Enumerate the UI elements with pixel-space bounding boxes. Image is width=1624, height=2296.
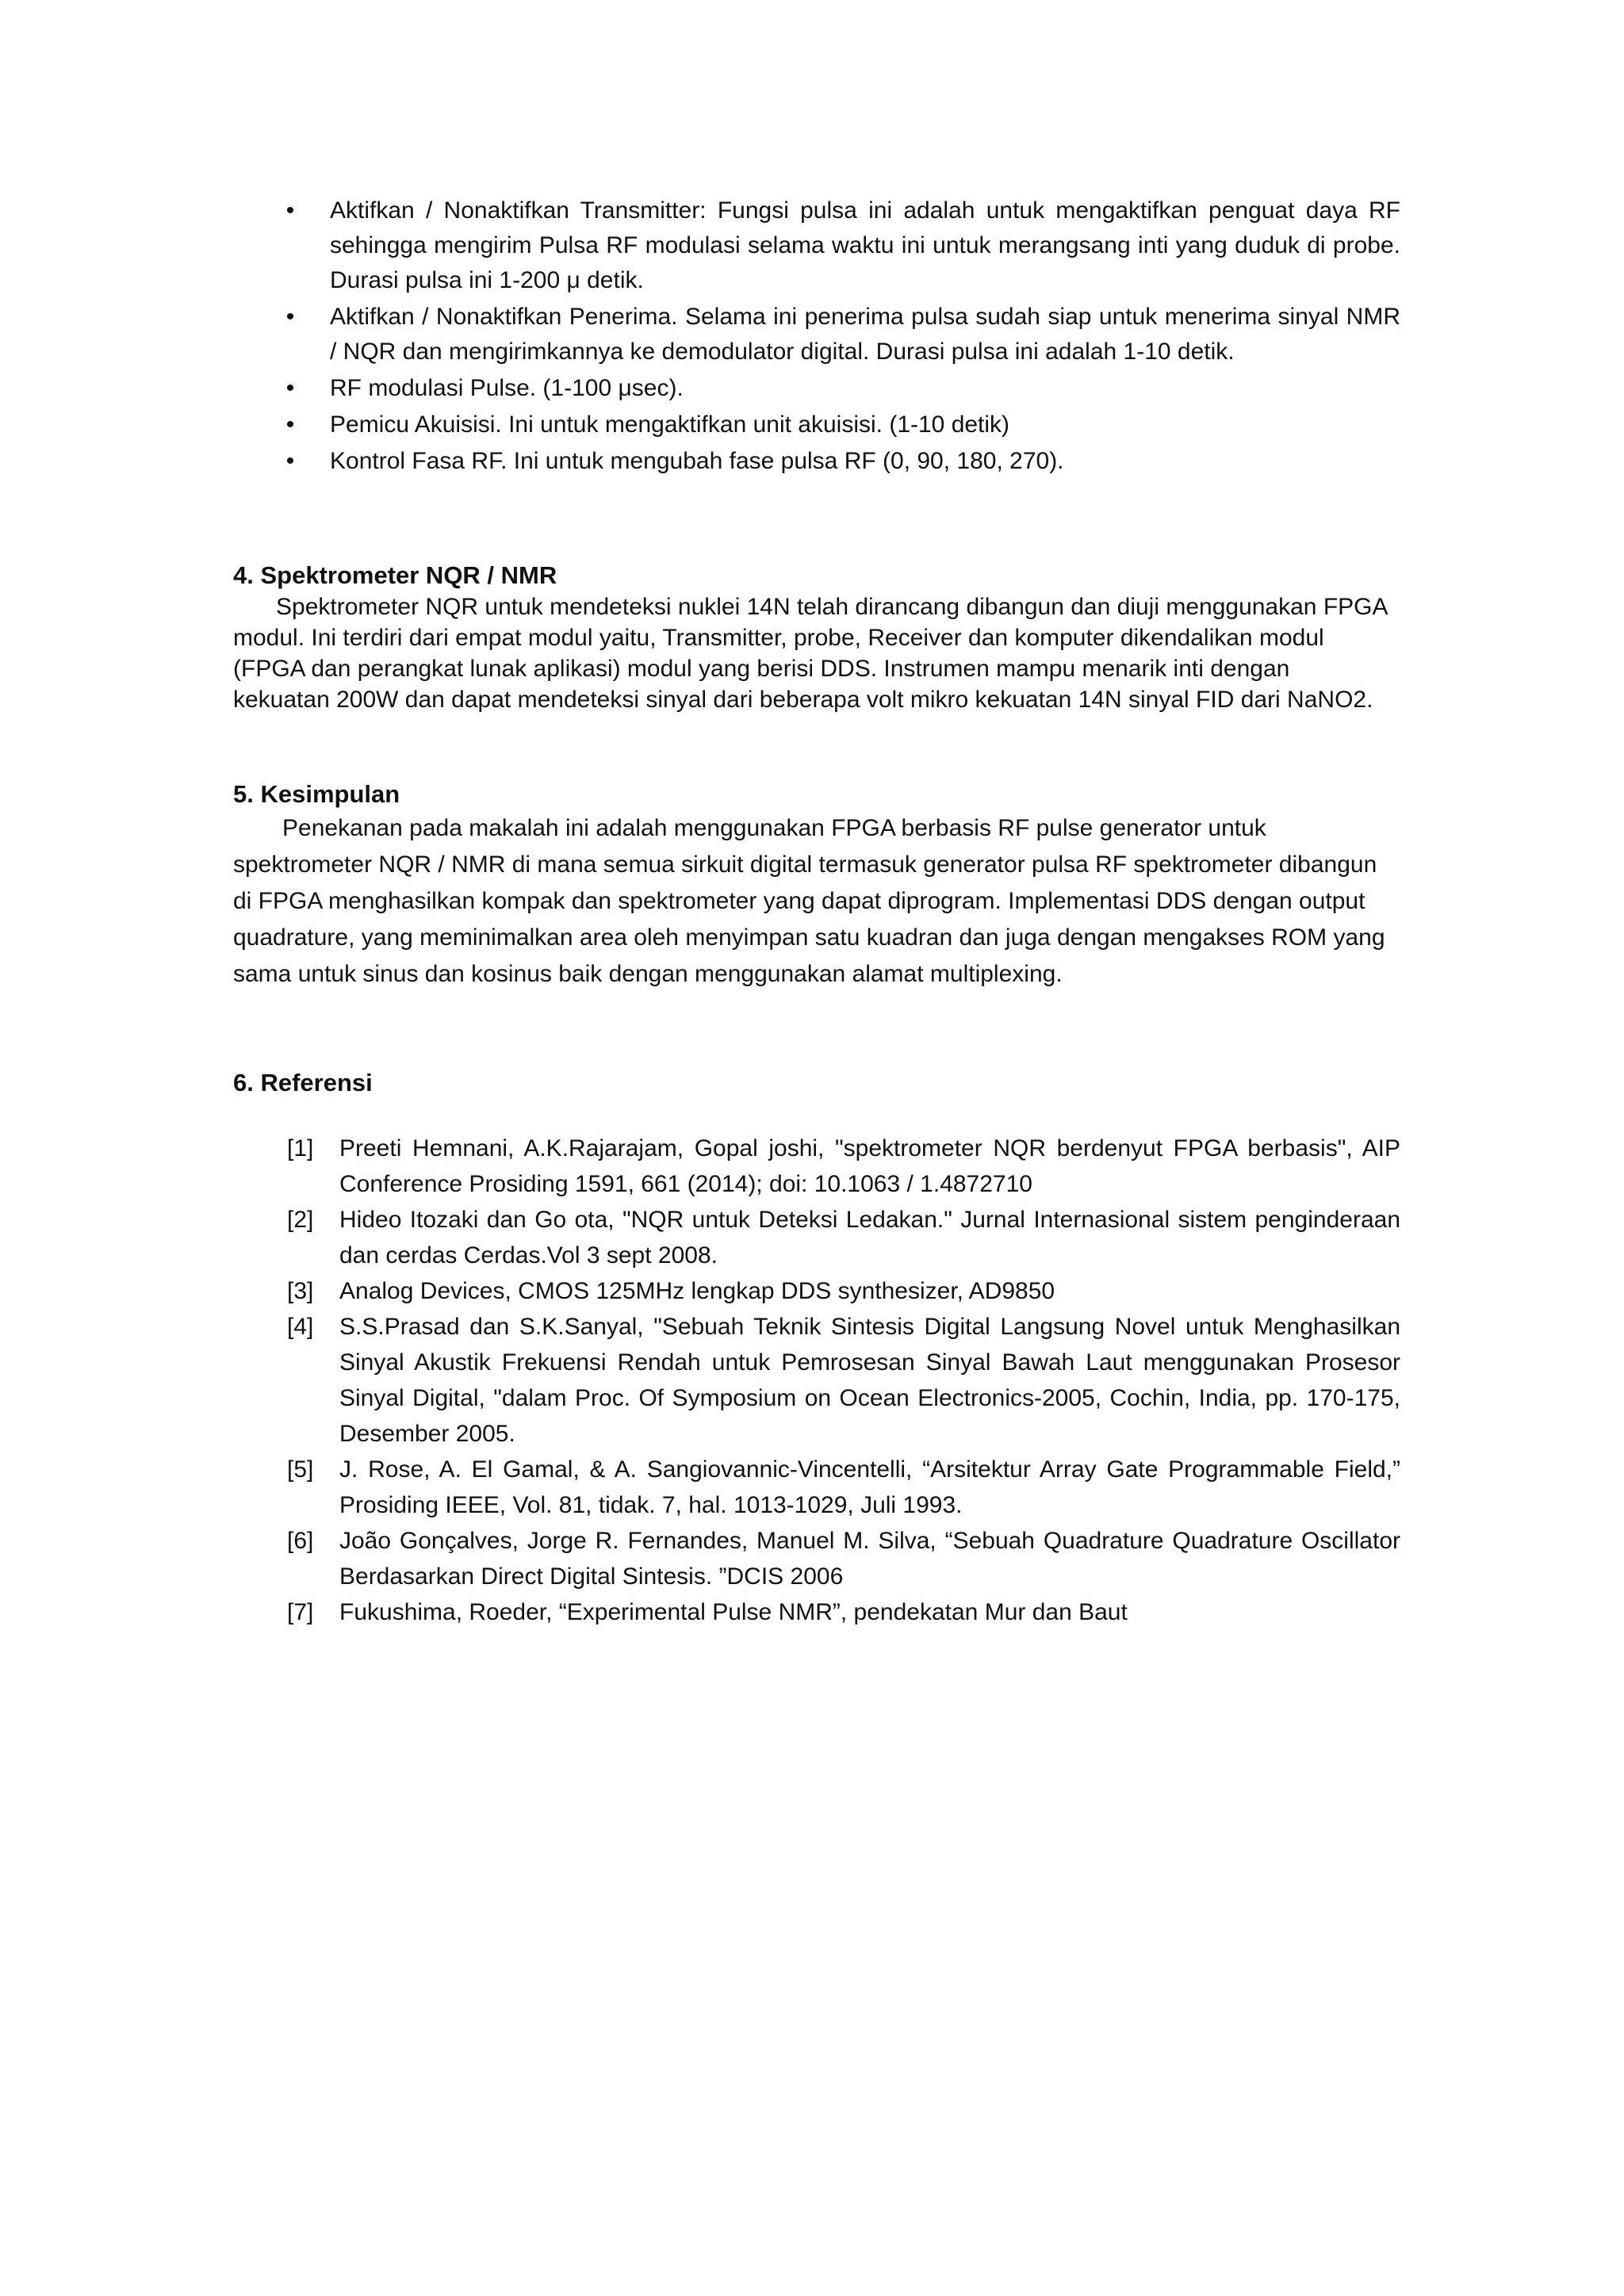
section-paragraph: Spektrometer NQR untuk mendeteksi nuklei 14N telah dirancang dibangun dan diuji menggunakan FPGA modul. Ini terdiri dari empat modul yaitu, Transmitter, probe, Receiver dan komputer dikendalikan modul (FPGA dan perangkat lunak aplikasi) modul yang berisi DDS. Instrumen mampu menarik inti dengan kekuatan 200W dan dapat mendeteksi sinyal dari beberapa volt mikro kekuatan 14N sinyal FID dari NaNO2.	[233, 594, 1387, 713]
section-paragraph: Penekanan pada makalah ini adalah menggunakan FPGA berbasis RF pulse generator untuk spektrometer NQR / NMR di mana semua sirkuit digital termasuk generator pulsa RF spektrometer dibangun di FPGA menghasilkan kompak dan spektrometer yang dapat diprogram. Implementasi DDS dengan output quadrature, yang meminimalkan area oleh menyimpan satu kuadran dan juga dengan mengakses ROM yang sama untuk sinus dan kosinus baik dengan menggunakan alamat multiplexing.	[233, 815, 1385, 987]
reference-item	[287, 1202, 1400, 1273]
reference-text: Fukushima, Roeder, “Experimental Pulse NMR”, pendekatan Mur dan Baut	[339, 1599, 1128, 1625]
reference-number: [5]	[287, 1456, 314, 1483]
list-item	[282, 444, 1400, 479]
reference-number: [4]	[287, 1314, 314, 1340]
reference-item	[287, 1309, 1400, 1452]
reference-number: [3]	[287, 1278, 314, 1304]
bullet-icon: •	[285, 448, 295, 474]
reference-text: Preeti Hemnani, A.K.Rajarajam, Gopal joshi, "spektrometer NQR berdenyut FPGA berbasis", AIP Conference Prosiding 1591, 661 (2014); doi: 10.1063 / 1.4872710	[339, 1135, 1400, 1197]
reference-item	[287, 1131, 1400, 1202]
bullet-icon: •	[285, 375, 295, 401]
bullet-text: RF modulasi Pulse. (1-100 μsec).	[330, 375, 684, 401]
reference-item	[287, 1452, 1400, 1523]
section-heading: 5. Kesimpulan	[233, 780, 400, 808]
section-heading: 6. Referensi	[233, 1069, 373, 1096]
list-item	[282, 408, 1400, 442]
reference-number: [6]	[287, 1528, 314, 1554]
reference-text: J. Rose, A. El Gamal, & A. Sangiovannic-Vincentelli, “Arsitektur Array Gate Programmable Field,” Prosiding IEEE, Vol. 81, tidak. 7, hal. 1013-1029, Juli 1993.	[339, 1456, 1400, 1518]
section-spectrometer	[233, 560, 1391, 715]
reference-text: S.S.Prasad dan S.K.Sanyal, "Sebuah Teknik Sintesis Digital Langsung Novel untuk Menghasilkan Sinyal Akustik Frekuensi Rendah untuk Pemrosesan Sinyal Bawah Laut menggunakan Prosesor Sinyal Digital, "dalam Proc. Of Symposium on Ocean Electronics-2005, Cochin, India, pp. 170-175, Desember 2005.	[339, 1314, 1400, 1447]
list-item	[282, 371, 1400, 406]
section-heading: 4. Spektrometer NQR / NMR	[233, 561, 557, 589]
bullet-icon: •	[285, 197, 295, 224]
bullet-list	[282, 193, 1400, 480]
reference-item	[287, 1523, 1400, 1594]
bullet-text: Aktifkan / Nonaktifkan Penerima. Selama ini penerima pulsa sudah siap untuk menerima sinyal NMR / NQR dan mengirimkannya ke demodulator digital. Durasi pulsa ini adalah 1-10 detik.	[330, 304, 1400, 365]
reference-text: Analog Devices, CMOS 125MHz lengkap DDS synthesizer, AD9850	[339, 1278, 1055, 1304]
reference-list	[287, 1131, 1400, 1630]
reference-item	[287, 1594, 1400, 1630]
bullet-text: Pemicu Akuisisi. Ini untuk mengaktifkan unit akuisisi. (1-10 detik)	[330, 411, 1010, 438]
reference-number: [2]	[287, 1207, 314, 1233]
bullet-text: Kontrol Fasa RF. Ini untuk mengubah fase pulsa RF (0, 90, 180, 270).	[330, 448, 1064, 474]
bullet-icon: •	[285, 411, 295, 438]
bullet-text: Aktifkan / Nonaktifkan Transmitter: Fungsi pulsa ini adalah untuk mengaktifkan penguat daya RF sehingga mengirim Pulsa RF modulasi selama waktu ini untuk merangsang inti yang duduk di probe. Durasi pulsa ini 1-200 μ detik.	[330, 197, 1400, 293]
section-references	[233, 1067, 1391, 1099]
list-item	[282, 300, 1400, 369]
reference-number: [1]	[287, 1135, 314, 1161]
reference-item	[287, 1273, 1400, 1309]
bullet-icon: •	[285, 304, 295, 330]
list-item	[282, 193, 1400, 298]
reference-text: Hideo Itozaki dan Go ota, "NQR untuk Deteksi Ledakan." Jurnal Internasional sistem penginderaan dan cerdas Cerdas.Vol 3 sept 2008.	[339, 1207, 1400, 1269]
reference-text: João Gonçalves, Jorge R. Fernandes, Manuel M. Silva, “Sebuah Quadrature Quadrature Oscillator Berdasarkan Direct Digital Sintesis. ”DCIS 2006	[339, 1528, 1400, 1590]
section-conclusion	[233, 779, 1391, 993]
reference-number: [7]	[287, 1599, 314, 1625]
